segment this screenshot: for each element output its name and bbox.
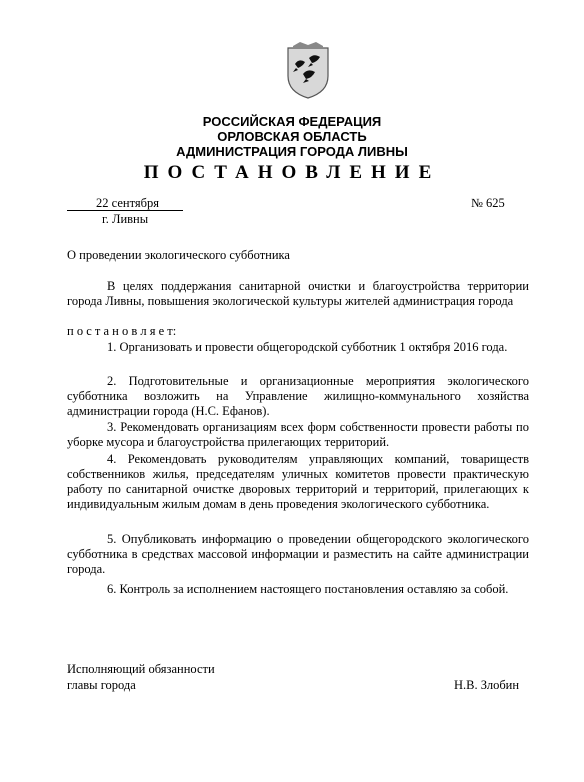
document-title: ПОСТАНОВЛЕНИЕ xyxy=(143,162,441,183)
preamble-paragraph: В целях поддержания санитарной очистки и благоустройства территории города Ливны, повышения экологической культуры жителей администрация города xyxy=(67,279,529,308)
item-6: 6. Контроль за исполнением настоящего постановления оставляю за собой. xyxy=(107,582,509,596)
decree-number: № 625 xyxy=(471,196,505,210)
header-country: РОССИЙСКАЯ ФЕДЕРАЦИЯ xyxy=(202,114,382,129)
item-3: 3. Рекомендовать организациям всех форм собственности провести работы по уборке мусора и благоустройства прилегающих территорий. xyxy=(67,420,529,449)
item-1: 1. Организовать и провести общегородской субботник 1 октября 2016 года. xyxy=(107,340,508,354)
decree-subject: О проведении экологического субботника xyxy=(67,248,290,262)
coat-of-arms-emblem xyxy=(285,42,331,100)
decree-date: 22 сентября xyxy=(96,196,159,210)
header-administration: АДМИНИСТРАЦИЯ ГОРОДА ЛИВНЫ xyxy=(176,144,408,159)
signatory-name: Н.В. Злобин xyxy=(454,678,520,692)
signatory-position-line1: Исполняющий обязанности xyxy=(67,662,215,676)
decree-word: п о с т а н о в л я е т: xyxy=(67,324,177,338)
signatory-position-line2: главы города xyxy=(67,678,136,692)
date-underline xyxy=(67,210,183,211)
item-4: 4. Рекомендовать руководителям управляющих компаний, товариществ собственников жилья, председателям уличных комитетов провести практическую работу по санитарной очистке дворовых территорий и территорий, прилегающих к индивидуальным жилым домам в день проведения экологического субботника. xyxy=(67,452,529,511)
header-region: ОРЛОВСКАЯ ОБЛАСТЬ xyxy=(217,129,367,144)
item-2: 2. Подготовительные и организационные мероприятия экологического субботника возложить на Управление жилищно-коммунального хозяйства администрации города (Н.С. Ефанов). xyxy=(67,374,529,418)
item-5: 5. Опубликовать информацию о проведении общегородского экологического субботника в средствах массовой информации и разместить на сайте администрации города. xyxy=(67,532,529,576)
decree-city: г. Ливны xyxy=(102,212,149,226)
